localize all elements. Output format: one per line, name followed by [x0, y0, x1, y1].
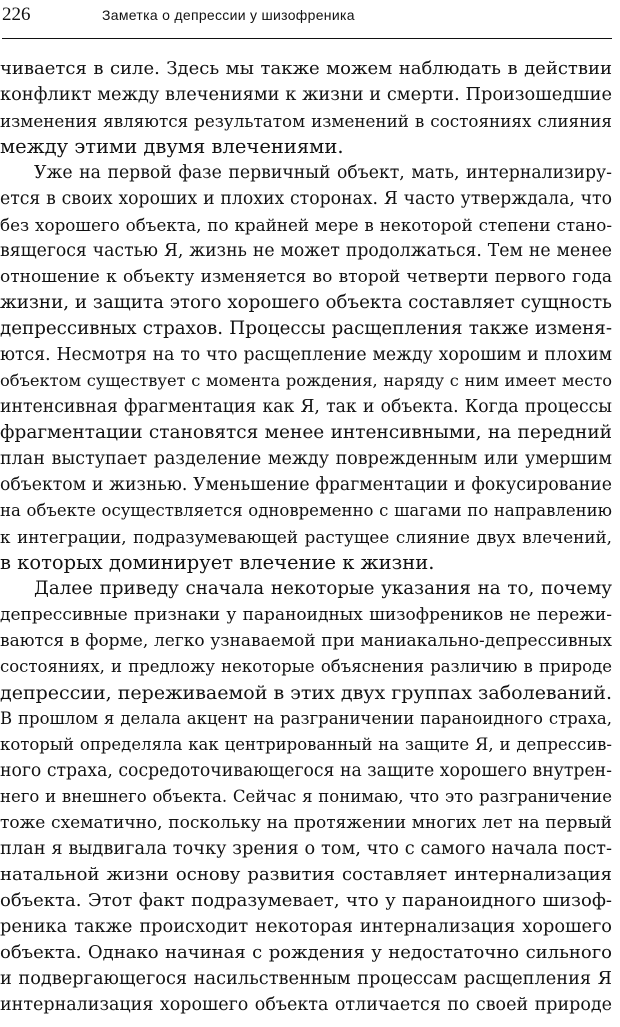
- header-rule: [2, 38, 612, 39]
- text-line: вящегося частью Я, жизнь не может продолжаться. Тем не менее: [0, 241, 612, 261]
- text-line: между этими двумя влечениями.: [0, 135, 344, 158]
- text-line: который определяла как центрированный на защите Я, и депрессив-: [0, 735, 612, 754]
- text-line: Уже на первой фазе первичный объект, мать, интернализиру-: [34, 163, 612, 183]
- text-line: объекта. Однако начиная с рождения у недостаточно сильного: [0, 942, 612, 963]
- text-line: реника также происходит некоторая интернализация хорошего: [0, 917, 612, 937]
- text-line: жизни, и защита этого хорошего объекта составляет сущность: [0, 292, 612, 313]
- text-line: объекта. Этот факт подразумевает, что у параноидного шизоф-: [0, 890, 612, 911]
- text-line: конфликт между влечениями к жизни и смерти. Произошедшие: [0, 85, 612, 105]
- text-line: интенсивная фрагментация как Я, так и объекта. Когда процессы: [0, 397, 612, 417]
- running-title: Заметка о депрессии у шизофреника: [102, 7, 355, 23]
- text-line: объектом существует с момента рождения, наряду с ним имеет место: [0, 371, 612, 390]
- text-line: объектом и жизнью. Уменьшение фрагментации и фокусирование: [0, 475, 612, 495]
- text-line: на объекте осуществляется одновременно с шагами по направлению: [0, 501, 612, 520]
- text-line: чивается в силе. Здесь мы также можем наблюдать в действии: [0, 58, 612, 79]
- text-line: тоже схематично, поскольку на протяжении многих лет на первый: [0, 813, 612, 833]
- text-line: депрессии, переживаемой в этих двух группах заболеваний.: [0, 682, 612, 704]
- text-line: к интеграции, подразумевающей растущее слияние двух влечений,: [0, 527, 612, 547]
- text-line: план выступает разделение между поврежденным или умершим: [0, 449, 612, 469]
- text-line: депрессивных страхов. Процессы расщепления также изменя-: [0, 318, 612, 339]
- text-line: ется в своих хороших и плохих сторонах. Я часто утверждала, что: [0, 189, 612, 209]
- paragraph-1: [0, 56, 612, 160]
- text-line: Далее приведу сначала некоторые указания на то, почему: [34, 578, 612, 599]
- text-line: изменения являются результатом изменений в состояниях слияния: [0, 111, 612, 131]
- text-line: депрессивные признаки у параноидных шизофреников не пережи-: [0, 605, 612, 625]
- text-line: натальной жизни основу развития составляет интернализация: [0, 864, 612, 885]
- text-line: в которых доминирует влечение к жизни.: [0, 551, 435, 574]
- text-line: него и внешнего объекта. Сейчас я понимаю, что это разграничение: [0, 787, 612, 806]
- text-line: и подвергающегося насильственным процессам расщепления Я: [0, 969, 612, 989]
- paragraph-3: [0, 576, 612, 1018]
- text-line: отношение к объекту изменяется во второй четверти первого года: [0, 267, 612, 287]
- text-line: ного страха, сосредоточивающегося на защите хорошего внутрен-: [0, 761, 612, 781]
- page-number: 226: [2, 4, 31, 25]
- text-line: интернализация хорошего объекта отличается по своей природе: [0, 995, 612, 1015]
- text-line: ваются в форме, легко узнаваемой при маниакально-депрессивных: [0, 631, 612, 651]
- body-text: [0, 56, 612, 1018]
- text-line: фрагментации становятся менее интенсивными, на передний: [0, 422, 612, 443]
- paragraph-2: [0, 160, 612, 576]
- text-line: без хорошего объекта, по крайней мере в некоторой степени стано-: [0, 215, 612, 235]
- text-line: ются. Несмотря на то что расщепление между хорошим и плохим: [0, 345, 612, 365]
- text-line: В прошлом я делала акцент на разграничении параноидного страха,: [0, 709, 612, 728]
- text-line: состояниях, и предложу некоторые объяснения различию в природе: [0, 657, 612, 676]
- text-line: план я выдвигала точку зрения о том, что с самого начала пост-: [0, 839, 612, 859]
- page-header: [2, 4, 612, 34]
